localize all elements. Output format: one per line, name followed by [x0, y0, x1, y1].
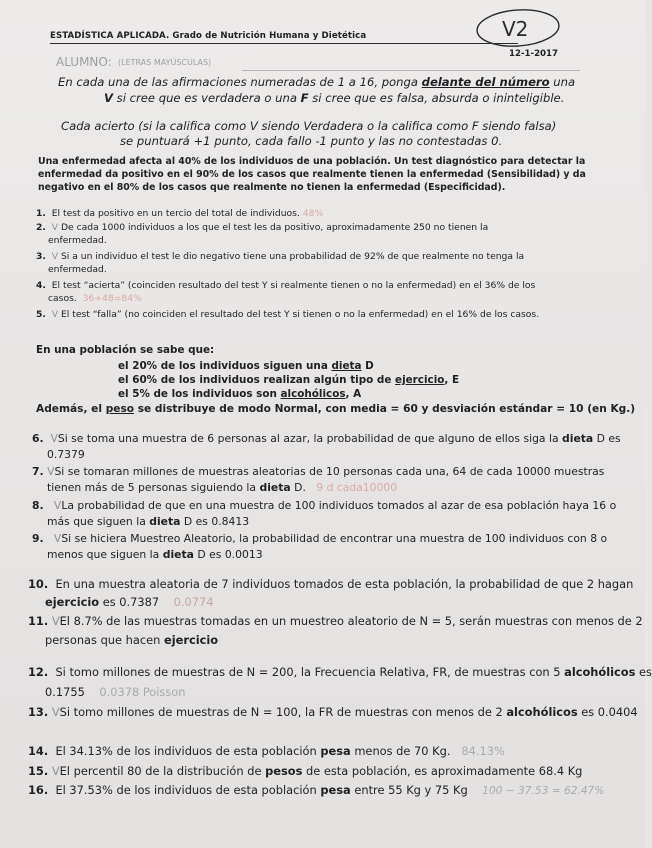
- answer-note: 9 d cada10000: [316, 481, 398, 494]
- version-mark: V2: [502, 17, 529, 41]
- instructions-line2: V si cree que es verdadera o una F si cree que es falsa, absurda o ininteligible.: [104, 91, 565, 105]
- statement-16[interactable]: 16. El 37.53% de los individuos de esta población pesa entre 55 Kg y 75 Kg 100 − 37.53 = 62.47%: [28, 783, 605, 797]
- answer-note: 100 − 37.53 = 62.47%: [482, 785, 605, 797]
- problem2-intro: En una población se sabe que:: [36, 344, 215, 356]
- problem2-cond1: el 20% de los individuos siguen una dieta D: [118, 360, 374, 372]
- statement-6-cont: 0.7379: [47, 448, 85, 461]
- answer-mark: V: [47, 465, 55, 478]
- statement-11-cont: personas que hacen ejercicio: [45, 633, 219, 647]
- statement-9-cont: menos que siguen la dieta D es 0.0013: [47, 548, 263, 561]
- statement-11[interactable]: 11. VEl 8.7% de las muestras tomadas en un muestreo aleatorio de N = 5, serán muestras con menos de 2: [28, 614, 643, 628]
- statement-3-cont: enfermedad.: [48, 264, 107, 275]
- statement-8-cont: más que siguen la dieta D es 0.8413: [47, 515, 250, 528]
- student-label: ALUMNO:: [56, 55, 112, 69]
- statement-4[interactable]: 4. El test “acierta” (coinciden resultado del test Y si realmente tienen o no la enfermedad) en el 36% de los: [36, 280, 536, 291]
- version-circle: [472, 6, 564, 52]
- student-name-line[interactable]: [242, 70, 580, 71]
- statement-7[interactable]: 7. VSi se tomaran millones de muestras aleatorias de 10 personas cada una, 64 de cada 10000 muestras: [32, 465, 605, 478]
- answer-mark: V: [53, 532, 62, 545]
- statement-6[interactable]: 6. VSi se toma una muestra de 6 personas al azar, la probabilidad de que alguno de ellos siga la dieta D es: [32, 432, 621, 445]
- problem1-line3: negativo en el 80% de los casos que realmente no tienen la enfermedad (Especificidad).: [38, 182, 506, 193]
- answer-mark: V: [51, 764, 60, 778]
- problem2-cond4: Además, el peso se distribuye de modo Normal, con media = 60 y desviación estándar = 10 (en Kg.): [36, 403, 636, 415]
- statement-9[interactable]: 9. VSi se hiciera Muestreo Aleatorio, la probabilidad de encontrar una muestra de 100 individuos con 8 o: [32, 532, 608, 545]
- statement-15[interactable]: 15. VEl percentil 80 de la distribución de pesos de esta población, es aproximadamente 68.4 Kg: [28, 764, 583, 778]
- statement-10-cont: ejercicio es 0.7387 0.0774: [45, 595, 214, 609]
- statement-14[interactable]: 14. El 34.13% de los individuos de esta población pesa menos de 70 Kg. 84.13%: [28, 744, 505, 758]
- problem1-line2: enfermedad da positivo en el 90% de los casos que realmente tienen la enfermedad (Sensibilidad) y da: [38, 169, 586, 180]
- statement-4-cont: casos. 36+48=84%: [48, 293, 142, 304]
- statement-7-cont: tienen más de 5 personas siguiendo la dieta D. 9 d cada10000: [47, 481, 398, 494]
- statement-1[interactable]: 1. El test da positivo en un tercio del total de individuos. 48%: [36, 208, 324, 219]
- student-hint: (LETRAS MAYÚSCULAS): [118, 58, 212, 67]
- statement-12-cont: 0.1755 0.0378 Poisson: [45, 685, 186, 699]
- answer-mark: V: [53, 499, 62, 512]
- answer-mark: V: [51, 222, 59, 233]
- problem1-line1: Una enfermedad afecta al 40% de los individuos de una población. Un test diagnóstico para detectar la: [38, 156, 586, 167]
- statement-3[interactable]: 3. V Si a un individuo el test le dio negativo tiene una probabilidad de 92% de que realmente no tenga la: [36, 251, 525, 262]
- statement-10[interactable]: 10. En una muestra aleatoria de 7 individuos tomados de esta población, la probabilidad de que 2 hagan: [28, 577, 634, 591]
- statement-8[interactable]: 8. VLa probabilidad de que en una muestra de 100 individuos tomados al azar de esa población haya 16 o: [32, 499, 617, 512]
- statement-13[interactable]: 13. VSi tomo millones de muestras de N = 100, la FR de muestras con menos de 2 alcohólicos es 0.0404: [28, 705, 638, 719]
- answer-note: 84.13%: [461, 744, 505, 758]
- problem2-cond2: el 60% de los individuos realizan algún tipo de ejercicio, E: [118, 374, 460, 386]
- statement-2[interactable]: 2. V De cada 1000 individuos a los que el test les da positivo, aproximadamente 250 no tienen la: [36, 222, 489, 233]
- answer-note: 0.0774: [173, 595, 214, 609]
- statement-5[interactable]: 5. V El test “falla” (no coinciden el resultado del test Y si tienen o no la enfermedad) en el 16% de los casos.: [36, 309, 540, 320]
- answer-note: 48%: [302, 208, 324, 219]
- problem2-cond3: el 5% de los individuos son alcohólicos, A: [118, 388, 362, 400]
- answer-mark: V: [50, 432, 58, 445]
- instructions-line3: Cada acierto (si la califica como V siendo Verdadera o la califica como F siendo falsa): [61, 119, 557, 133]
- answer-note: 36+48=84%: [82, 293, 142, 304]
- answer-mark: V: [51, 251, 59, 262]
- instructions-line4: se puntuará +1 punto, cada fallo -1 punto y las no contestadas 0.: [120, 134, 503, 148]
- answer-note: 0.0378 Poisson: [99, 685, 186, 699]
- answer-mark: V: [51, 309, 59, 320]
- course-title: ESTADÍSTICA APLICADA. Grado de Nutrición Humana y Dietética: [50, 31, 367, 41]
- header-rule: [50, 43, 518, 44]
- exam-date: 12-1-2017: [509, 49, 558, 59]
- statement-2-cont: enfermedad.: [48, 235, 107, 246]
- instructions-line1: En cada una de las afirmaciones numeradas de 1 a 16, ponga delante del número una: [58, 75, 576, 89]
- answer-mark: V: [51, 705, 60, 719]
- statement-12[interactable]: 12. Si tomo millones de muestras de N = 200, la Frecuencia Relativa, FR, de muestras con 5 alcohólicos es: [28, 665, 652, 679]
- answer-mark: V: [51, 614, 60, 628]
